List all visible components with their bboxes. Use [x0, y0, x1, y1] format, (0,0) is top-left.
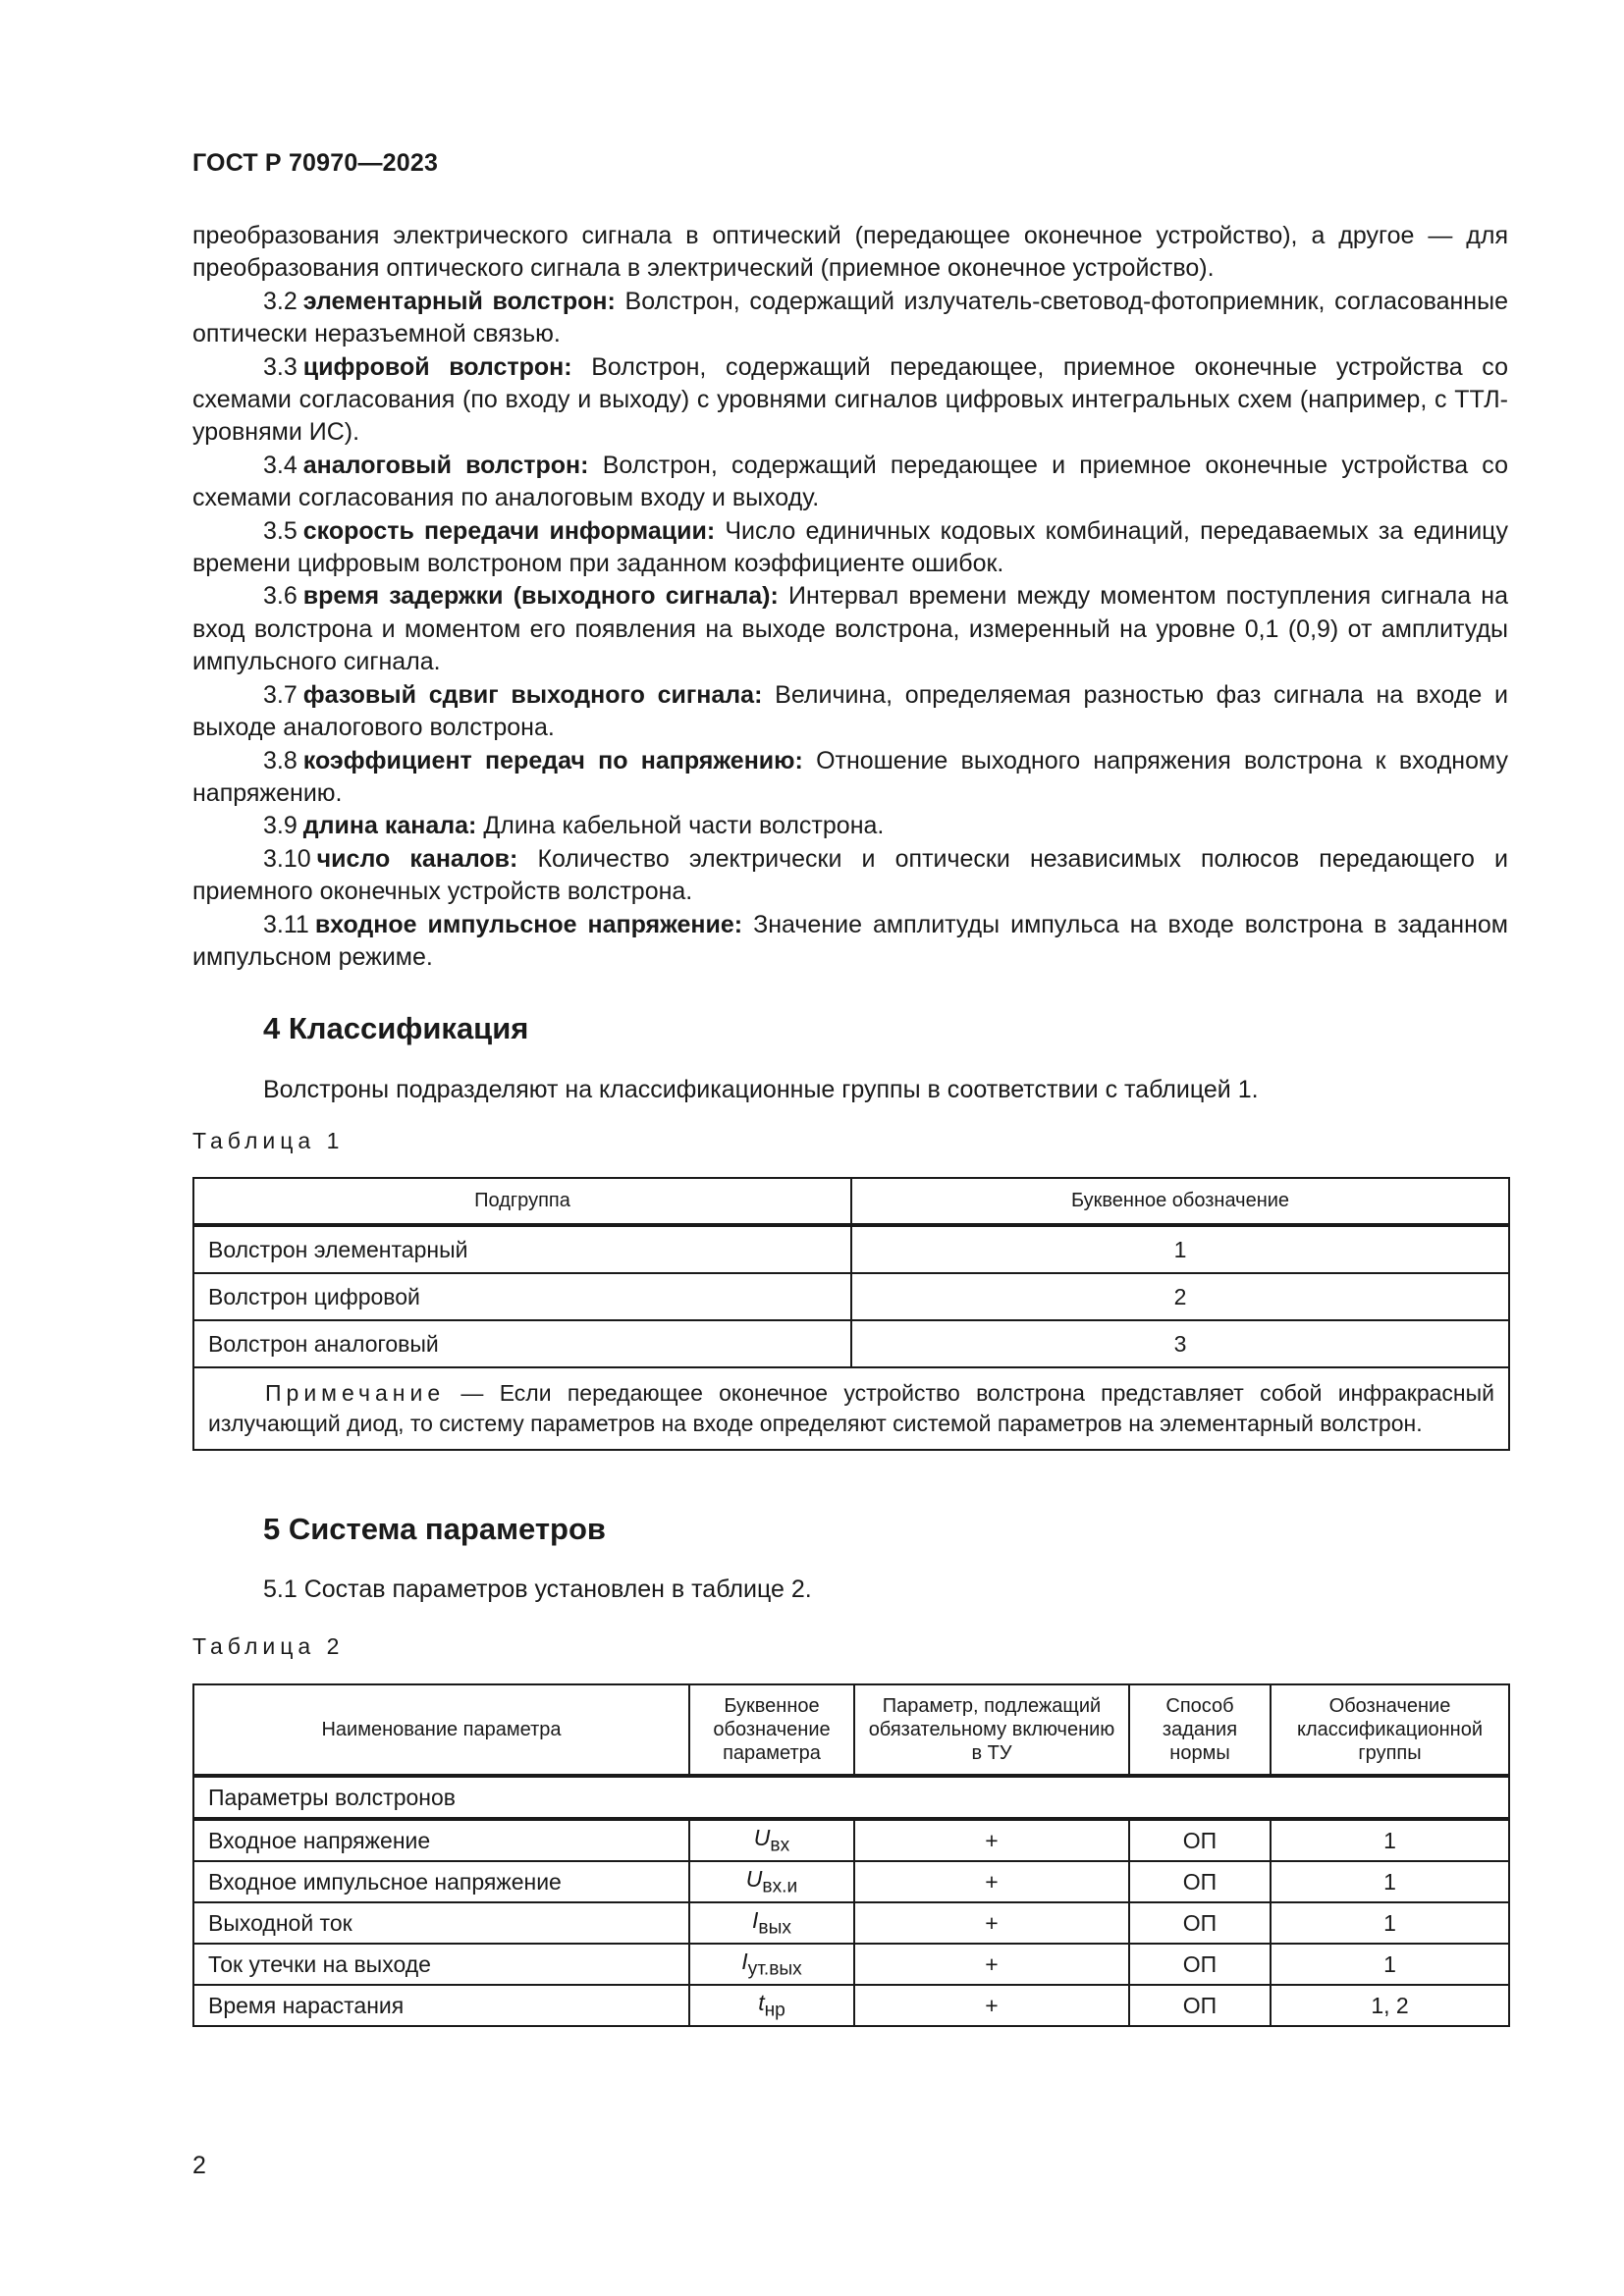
definition-item — [192, 286, 1508, 351]
column-header-letter: Буквенное обозначение — [851, 1178, 1509, 1225]
required-cell: + — [854, 1985, 1129, 2026]
definition-term: цифровой волстрон: — [302, 352, 572, 381]
parameter-name-cell: Время нарастания — [193, 1985, 689, 2026]
definition-number: 3.2 — [263, 287, 298, 315]
group-row — [193, 1776, 1509, 1819]
symbol-cell — [689, 1944, 854, 1985]
definition-item — [192, 909, 1508, 975]
letter-cell: 2 — [851, 1273, 1509, 1320]
required-cell: + — [854, 1902, 1129, 1944]
required-cell: + — [854, 1819, 1129, 1861]
parameter-name-cell: Выходной ток — [193, 1902, 689, 1944]
group-label: Параметры волстронов — [193, 1776, 1509, 1819]
symbol-letter: U — [753, 1824, 771, 1850]
column-header-group: Обозначение классификационной группы — [1271, 1684, 1509, 1776]
group-cell: 1 — [1271, 1902, 1509, 1944]
definition-term: входное импульсное напряжение: — [314, 910, 743, 938]
definition-item — [192, 580, 1508, 678]
required-cell: + — [854, 1861, 1129, 1902]
definition-text: Волстрон, содержащий передающее, приемное оконечные устройства со схемами согласования (по входу и выходу) с уровнями сигналов цифровых интегральных схем (например, с ТТЛ-уровнями ИС). — [192, 352, 1508, 447]
definition-term: число каналов: — [316, 844, 518, 873]
page-number: 2 — [192, 2152, 206, 2179]
definition-number: 3.7 — [263, 680, 298, 709]
table-row — [193, 1320, 1509, 1367]
definition-number: 3.3 — [263, 352, 298, 381]
subgroup-cell: Волстрон цифровой — [193, 1273, 851, 1320]
definition-number: 3.11 — [263, 910, 309, 938]
group-cell: 1 — [1271, 1944, 1509, 1985]
letter-cell: 1 — [851, 1225, 1509, 1273]
section-4-heading: 4 Классификация — [263, 1011, 529, 1045]
symbol-letter: t — [758, 1989, 765, 2015]
definition-text: Величина, определяемая разностью фаз сигнала на входе и выходе аналогового волстрона. — [192, 680, 1508, 742]
section-4-text: Волстроны подразделяют на классификационные группы в соответствии с таблицей 1. — [263, 1076, 1259, 1103]
table-note-row — [193, 1367, 1509, 1450]
definition-item — [192, 515, 1508, 581]
parameter-name-cell: Входное напряжение — [193, 1819, 689, 1861]
column-header-method: Способ задания нормы — [1129, 1684, 1271, 1776]
definition-item — [192, 843, 1508, 909]
symbol-letter: U — [745, 1865, 763, 1892]
definition-text: Отношение выходного напряжения волстрона к входному напряжению. — [192, 746, 1508, 807]
definition-item — [192, 810, 1508, 842]
method-cell: ОП — [1129, 1861, 1271, 1902]
table-row — [193, 1225, 1509, 1273]
definition-item — [192, 351, 1508, 450]
definition-term: скорость передачи информации: — [302, 516, 716, 545]
intro-paragraph: преобразования электрического сигнала в оптический (передающее оконечное устройство), а другое — для преобразования оптического сигнала в электрический (приемное оконечное устройство). — [192, 222, 1508, 283]
definition-text: Волстрон, содержащий излучатель-световод-фотоприемник, согласованные оптически неразъемной связью. — [192, 287, 1508, 348]
table-row — [193, 1273, 1509, 1320]
definition-number: 3.4 — [263, 451, 298, 479]
definition-text: Длина кабельной части волстрона. — [483, 812, 885, 840]
method-cell: ОП — [1129, 1985, 1271, 2026]
definition-term: длина канала: — [302, 812, 477, 840]
definition-text: Интервал времени между моментом поступления сигнала на вход волстрона и моментом его появления на выходе волстрона, измеренный на уровне 0,1 (0,9) от амплитуды импульсного сигнала. — [192, 582, 1508, 676]
table-row — [193, 1902, 1509, 1944]
symbol-subscript: вых — [758, 1917, 791, 1939]
parameter-name-cell: Входное импульсное напряжение — [193, 1861, 689, 1902]
subgroup-cell: Волстрон элементарный — [193, 1225, 851, 1273]
method-cell: ОП — [1129, 1902, 1271, 1944]
definition-number: 3.5 — [263, 516, 298, 545]
definition-item — [192, 450, 1508, 515]
column-header-subgroup: Подгруппа — [193, 1178, 851, 1225]
definition-text: Значение амплитуды импульса на входе волстрона в заданном импульсном режиме. — [192, 910, 1508, 971]
column-header-symbol: Буквенное обозначение параметра — [689, 1684, 854, 1776]
letter-cell: 3 — [851, 1320, 1509, 1367]
document-code-header: ГОСТ Р 70970—2023 — [192, 149, 439, 177]
definition-number: 3.10 — [263, 844, 311, 873]
definition-number: 3.6 — [263, 582, 298, 611]
definition-term: фазовый сдвиг выходного сигнала: — [302, 680, 763, 709]
definition-term: аналоговый волстрон: — [302, 451, 589, 479]
table-header-row — [193, 1684, 1509, 1776]
group-cell: 1, 2 — [1271, 1985, 1509, 2026]
column-header-name: Наименование параметра — [193, 1684, 689, 1776]
column-header-required: Параметр, подлежащий обязательному включению в ТУ — [854, 1684, 1129, 1776]
table-1-caption: Таблица 1 — [192, 1128, 345, 1153]
symbol-cell — [689, 1985, 854, 2026]
symbol-letter: I — [741, 1948, 748, 1974]
group-cell: 1 — [1271, 1861, 1509, 1902]
symbol-letter: I — [752, 1906, 759, 1933]
symbol-cell — [689, 1902, 854, 1944]
definition-text: Волстрон, содержащий передающее и приемное оконечные устройства со схемами согласования по аналоговым входу и выходу. — [192, 451, 1508, 512]
note-text: — Если передающее оконечное устройство волстрона представляет собой инфракрасный излучающий диод, то систему параметров на входе определяют системой параметров на элементарный волстрон. — [208, 1380, 1494, 1436]
classification-table — [192, 1177, 1510, 1451]
group-cell: 1 — [1271, 1819, 1509, 1861]
subgroup-cell: Волстрон аналоговый — [193, 1320, 851, 1367]
definition-text: Количество электрически и оптически независимых полюсов передающего и приемного оконечных устройств волстрона. — [192, 844, 1508, 906]
definition-term: коэффициент передач по напряжению: — [302, 746, 803, 774]
required-cell: + — [854, 1944, 1129, 1985]
method-cell: ОП — [1129, 1944, 1271, 1985]
symbol-cell — [689, 1861, 854, 1902]
table-row — [193, 1985, 1509, 2026]
table-row — [193, 1944, 1509, 1985]
symbol-cell — [689, 1819, 854, 1861]
definition-term: элементарный волстрон: — [302, 287, 616, 315]
table-row — [193, 1819, 1509, 1861]
table-note — [193, 1367, 1509, 1450]
parameters-table — [192, 1683, 1510, 2027]
definition-term: время задержки (выходного сигнала): — [302, 582, 779, 611]
definition-item — [192, 745, 1508, 811]
symbol-subscript: ут.вых — [747, 1958, 802, 1980]
definitions-text — [192, 220, 1508, 974]
definition-number: 3.9 — [263, 812, 298, 840]
definition-item — [192, 679, 1508, 745]
parameter-name-cell: Ток утечки на выходе — [193, 1944, 689, 1985]
table-row — [193, 1861, 1509, 1902]
note-label: Примечание — [265, 1380, 446, 1406]
symbol-subscript: вх.и — [762, 1876, 798, 1897]
section-5-text: 5.1 Состав параметров установлен в таблице 2. — [263, 1575, 812, 1603]
definition-number: 3.8 — [263, 746, 298, 774]
method-cell: ОП — [1129, 1819, 1271, 1861]
symbol-subscript: вх — [770, 1835, 790, 1856]
table-header-row — [193, 1178, 1509, 1225]
section-5-heading: 5 Система параметров — [263, 1512, 606, 1546]
symbol-subscript: нр — [764, 2000, 785, 2021]
definitions-list — [192, 286, 1508, 975]
definition-text: Число единичных кодовых комбинаций, передаваемых за единицу времени цифровым волстроном при заданном коэффициенте ошибок. — [192, 516, 1508, 578]
table-2-caption: Таблица 2 — [192, 1633, 345, 1659]
